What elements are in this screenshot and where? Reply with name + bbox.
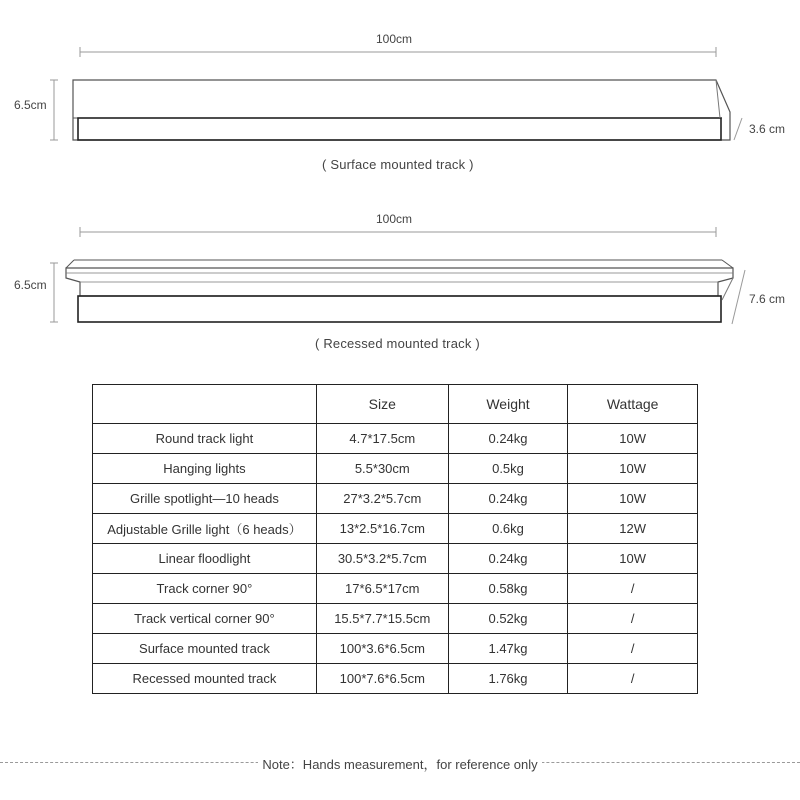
product-cell: Linear floodlight — [93, 544, 317, 574]
product-cell: Round track light — [93, 424, 317, 454]
footer-note-text: Note：Hands measurement，for reference only — [258, 757, 541, 772]
weight-cell: 0.5kg — [448, 454, 568, 484]
product-cell: Adjustable Grille light（6 heads） — [93, 514, 317, 544]
weight-cell: 0.6kg — [448, 514, 568, 544]
wattage-cell: 10W — [568, 424, 698, 454]
surface-track-caption: ( Surface mounted track ) — [322, 157, 474, 172]
wattage-cell: 12W — [568, 514, 698, 544]
size-cell: 17*6.5*17cm — [316, 574, 448, 604]
weight-cell: 0.24kg — [448, 544, 568, 574]
table-row — [93, 544, 698, 574]
header-weight: Weight — [448, 385, 568, 424]
header-size: Size — [316, 385, 448, 424]
wattage-cell: / — [568, 664, 698, 694]
recessed-track-drawing — [50, 227, 745, 324]
size-cell: 30.5*3.2*5.7cm — [316, 544, 448, 574]
surface-length-label: 100cm — [376, 32, 413, 46]
weight-cell: 1.76kg — [448, 664, 568, 694]
weight-cell: 0.58kg — [448, 574, 568, 604]
surface-depth-label: 3.6 cm — [749, 122, 786, 136]
wattage-cell: 10W — [568, 454, 698, 484]
footer-note — [0, 754, 800, 773]
size-cell: 5.5*30cm — [316, 454, 448, 484]
header-product — [93, 385, 317, 424]
recessed-track-caption: ( Recessed mounted track ) — [315, 336, 480, 351]
header-wattage: Wattage — [568, 385, 698, 424]
table-row — [93, 574, 698, 604]
product-cell: Grille spotlight—10 heads — [93, 484, 317, 514]
weight-cell: 0.52kg — [448, 604, 568, 634]
recessed-height-label: 6.5cm — [14, 278, 47, 292]
spec-table — [92, 384, 698, 694]
weight-cell: 0.24kg — [448, 484, 568, 514]
spec-table-header-row — [93, 385, 698, 424]
size-cell: 4.7*17.5cm — [316, 424, 448, 454]
table-row — [93, 664, 698, 694]
product-cell: Recessed mounted track — [93, 664, 317, 694]
wattage-cell: 10W — [568, 484, 698, 514]
recessed-track-body — [78, 296, 721, 322]
table-row — [93, 454, 698, 484]
surface-track-drawing — [50, 47, 742, 140]
weight-cell: 1.47kg — [448, 634, 568, 664]
product-cell: Track vertical corner 90° — [93, 604, 317, 634]
surface-height-label: 6.5cm — [14, 98, 47, 112]
table-row — [93, 484, 698, 514]
track-dimension-drawing — [0, 0, 800, 380]
recessed-depth-dimension-line — [732, 270, 745, 324]
product-cell: Track corner 90° — [93, 574, 317, 604]
size-cell: 100*7.6*6.5cm — [316, 664, 448, 694]
table-row — [93, 604, 698, 634]
recessed-length-label: 100cm — [376, 212, 413, 226]
product-cell: Hanging lights — [93, 454, 317, 484]
wattage-cell: / — [568, 634, 698, 664]
table-row — [93, 514, 698, 544]
wattage-cell: 10W — [568, 544, 698, 574]
wattage-cell: / — [568, 574, 698, 604]
surface-track-body — [73, 80, 730, 140]
size-cell: 100*3.6*6.5cm — [316, 634, 448, 664]
size-cell: 27*3.2*5.7cm — [316, 484, 448, 514]
table-row — [93, 424, 698, 454]
weight-cell: 0.24kg — [448, 424, 568, 454]
table-row — [93, 634, 698, 664]
product-cell: Surface mounted track — [93, 634, 317, 664]
recessed-depth-label: 7.6 cm — [749, 292, 786, 306]
size-cell: 13*2.5*16.7cm — [316, 514, 448, 544]
size-cell: 15.5*7.7*15.5cm — [316, 604, 448, 634]
surface-depth-dimension-line — [734, 118, 742, 140]
wattage-cell: / — [568, 604, 698, 634]
